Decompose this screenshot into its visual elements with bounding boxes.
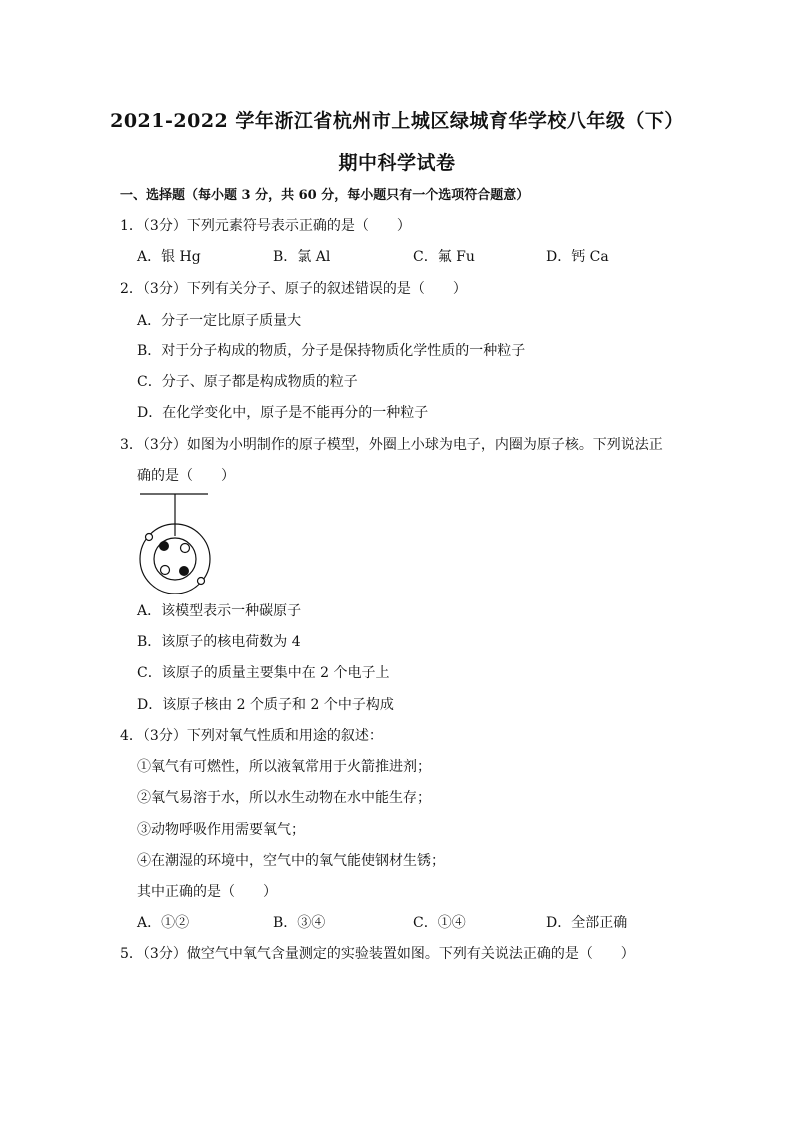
- question-2-option-d: D．在化学变化中，原子是不能再分的一种粒子: [137, 405, 429, 421]
- question-3-option-d: D．该原子核由 2 个质子和 2 个中子构成: [137, 697, 394, 713]
- question-4-option-c: C．①④: [413, 915, 466, 931]
- atom-model-figure: [130, 488, 220, 594]
- question-4-option-a: A．①②: [137, 915, 190, 931]
- question-2-option-a: A．分子一定比原子质量大: [137, 313, 302, 329]
- question-4-statement-4: ④在潮湿的环境中，空气中的氧气能使钢材生锈；: [137, 853, 445, 869]
- question-5-stem: 5．（3分）做空气中氧气含量测定的实验装置如图。下列有关说法正确的是（ ）: [120, 946, 635, 962]
- nucleus-dark-particle: [159, 541, 169, 551]
- question-2-stem: 2．（3分）下列有关分子、原子的叙述错误的是（ ）: [120, 281, 467, 297]
- question-2-option-b: B．对于分子构成的物质，分子是保持物质化学性质的一种粒子: [137, 343, 526, 359]
- question-3-option-b: B．该原子的核电荷数为 4: [137, 634, 301, 650]
- nucleus-light-particle: [181, 544, 190, 553]
- exam-title-line2: 期中科学试卷: [338, 152, 456, 174]
- exam-title-line1: 2021-2022 学年浙江省杭州市上城区绿城育华学校八年级（下）: [110, 110, 684, 132]
- question-4-statement-3: ③动物呼吸作用需要氧气；: [137, 822, 305, 838]
- question-3-stem-line1: 3．（3分）如图为小明制作的原子模型，外圈上小球为电子，内圈为原子核。下列说法正: [120, 437, 663, 453]
- question-4-prompt: 其中正确的是（ ）: [137, 884, 277, 900]
- question-4-option-d: D．全部正确: [546, 915, 628, 931]
- question-1-option-a: A．银 Hg: [137, 249, 201, 265]
- electron: [198, 578, 205, 585]
- nucleus-light-particle: [161, 566, 170, 575]
- question-1-stem: 1．（3分）下列元素符号表示正确的是（ ）: [120, 218, 411, 234]
- question-3-option-c: C．该原子的质量主要集中在 2 个电子上: [137, 665, 390, 681]
- question-4-statement-2: ②氧气易溶于水，所以水生动物在水中能生存；: [137, 790, 431, 806]
- question-3-option-a: A．该模型表示一种碳原子: [137, 603, 302, 619]
- question-1-option-b: B．氯 Al: [273, 249, 331, 265]
- question-1-option-d: D．钙 Ca: [546, 249, 609, 265]
- nucleus-dark-particle: [179, 566, 189, 576]
- section-heading: 一、选择题（每小题 3 分，共 60 分，每小题只有一个选项符合题意）: [120, 188, 530, 203]
- question-3-stem-line2: 确的是（ ）: [137, 468, 235, 484]
- question-4-statement-1: ①氧气有可燃性，所以液氧常用于火箭推进剂；: [137, 759, 431, 775]
- question-4-option-b: B．③④: [273, 915, 326, 931]
- question-1-option-c: C．氟 Fu: [413, 249, 475, 265]
- question-4-stem: 4．（3分）下列对氧气性质和用途的叙述：: [120, 728, 383, 744]
- electron: [146, 534, 153, 541]
- question-2-option-c: C．分子、原子都是构成物质的粒子: [137, 374, 358, 390]
